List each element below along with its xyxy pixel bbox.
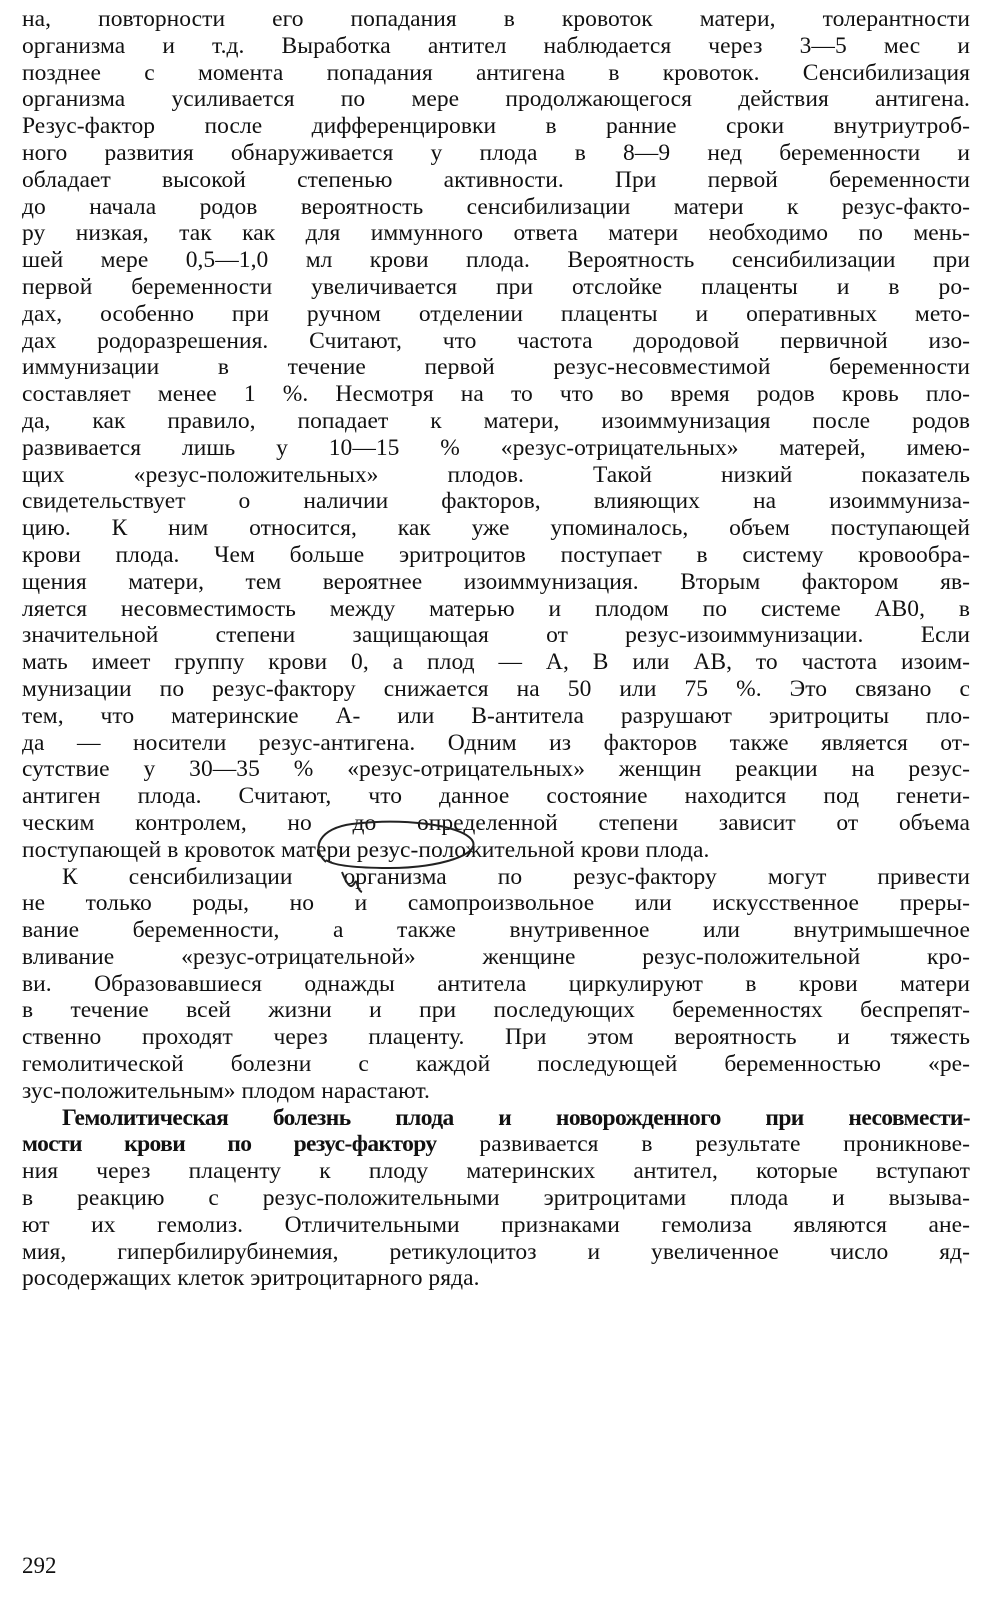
text-line: ственно проходят через плаценту. При этом вероятность и тяжесть: [22, 1024, 970, 1051]
text-line: ют их гемолиз. Отличительными признаками гемолиза являются ане-: [22, 1211, 970, 1238]
paragraph-first-line: К сенсибилизации организма по резус-фактору могут привести: [62, 863, 970, 890]
text-line: не только роды, но и самопроизвольное или искусственное преры-: [22, 890, 970, 917]
text-line: дах родоразрешения. Считают, что частота дородовой первичной изо-: [22, 327, 970, 354]
text-line: вание беременности, а также внутривенное или внутримышечное: [22, 917, 970, 944]
page-number: 292: [22, 1553, 57, 1578]
text-line: иммунизации в течение первой резус-несовместимой беременности: [22, 354, 970, 381]
text-line: мия, гипербилирубинемия, ретикулоцитоз и увеличенное число яд-: [22, 1238, 970, 1265]
text-line: ляется несовместимость между матерью и плодом по системе АВ0, в: [22, 595, 970, 622]
text-line: в течение всей жизни и при последующих беременностях беспрепят-: [22, 997, 970, 1024]
text-line: антиген плода. Считают, что данное состояние находится под генети-: [22, 783, 970, 810]
body-text: [22, 6, 970, 1292]
text-line: ного развития обнаруживается у плода в 8—9 нед беременности и: [22, 139, 970, 166]
text-line: Резус-фактор после дифференцировки в ранние сроки внутриутроб-: [22, 113, 970, 140]
text-line: зус-положительным» плодом нарастают.: [22, 1077, 430, 1104]
text-line: ви. Образовавшиеся однажды антитела циркулируют в крови матери: [22, 970, 970, 997]
text-line: тем, что материнские А- или В-антитела разрушают эритроциты пло-: [22, 702, 970, 729]
text-line: ния через плаценту к плоду материнских антител, которые вступают: [22, 1158, 970, 1185]
text-line: вливание «резус-отрицательной» женщине резус-положительной кро-: [22, 943, 970, 970]
text-line: росодержащих клеток эритроцитарного ряда.: [22, 1265, 480, 1292]
text-line: да — носители резус-антигена. Одним из факторов также является от-: [22, 729, 970, 756]
text-line: обладает высокой степенью активности. При первой беременности: [22, 166, 970, 193]
text-line: крови плода. Чем больше эритроцитов поступает в систему кровообра-: [22, 541, 970, 568]
text-line: цию. К ним относится, как уже упоминалось, объем поступающей: [22, 515, 970, 542]
text-line: позднее с момента попадания антигена в кровоток. Сенсибилизация: [22, 59, 970, 86]
text-line: составляет менее 1 %. Несмотря на то что во время родов кровь пло-: [22, 381, 970, 408]
text-line: поступающей в кровоток матери резус-положительной крови плода.: [22, 836, 710, 863]
text-line: на, повторности его попадания в кровоток матери, толерантности: [22, 6, 970, 32]
text-line: организма усиливается по мере продолжающегося действия антигена.: [22, 86, 970, 113]
text-line: да, как правило, попадает к матери, изоиммунизация после родов: [22, 407, 970, 434]
text-line: ческим контролем, но до определенной степени зависит от объема: [22, 809, 970, 836]
bold-term: мости крови по резус-фактору: [22, 1131, 437, 1158]
text-line: мунизации по резус-фактору снижается на 50 или 75 %. Это связано с: [22, 675, 970, 702]
text-line: свидетельствует о наличии факторов, влияющих на изоиммуниза-: [22, 488, 970, 515]
text-line: дах, особенно при ручном отделении плаценты и оперативных мето-: [22, 300, 970, 327]
text-line: [22, 1131, 970, 1158]
text-line: сутствие у 30—35 % «резус-отрицательных» женщин реакции на резус-: [22, 756, 970, 783]
text-line: ру низкая, так как для иммунного ответа матери необходимо по мень-: [22, 220, 970, 247]
text-line: гемолитической болезни с каждой последующей беременностью «ре-: [22, 1051, 970, 1078]
text-line: организма и т.д. Выработка антител наблюдается через 3—5 мес и: [22, 32, 970, 59]
text-line: значительной степени защищающая от резус-изоиммунизации. Если: [22, 622, 970, 649]
text-run: развивается в результате проникнове-: [436, 1131, 970, 1158]
text-line: щения матери, тем вероятнее изоиммунизация. Вторым фактором яв-: [22, 568, 970, 595]
text-line: щих «резус-положительных» плодов. Такой низкий показатель: [22, 461, 970, 488]
text-line: шей мере 0,5—1,0 мл крови плода. Вероятность сенсибилизации при: [22, 247, 970, 274]
text-line: мать имеет группу крови 0, а плод — А, В или АВ, то частота изоим-: [22, 649, 970, 676]
text-line: в реакцию с резус-положительными эритроцитами плода и вызыва-: [22, 1185, 970, 1212]
bold-term-line: Гемолитическая болезнь плода и новорожденного при несовмести-: [62, 1104, 970, 1131]
text-line: развивается лишь у 10—15 % «резус-отрицательных» матерей, имею-: [22, 434, 970, 461]
text-line: до начала родов вероятность сенсибилизации матери к резус-факто-: [22, 193, 970, 220]
text-line: первой беременности увеличивается при отслойке плаценты и в ро-: [22, 273, 970, 300]
